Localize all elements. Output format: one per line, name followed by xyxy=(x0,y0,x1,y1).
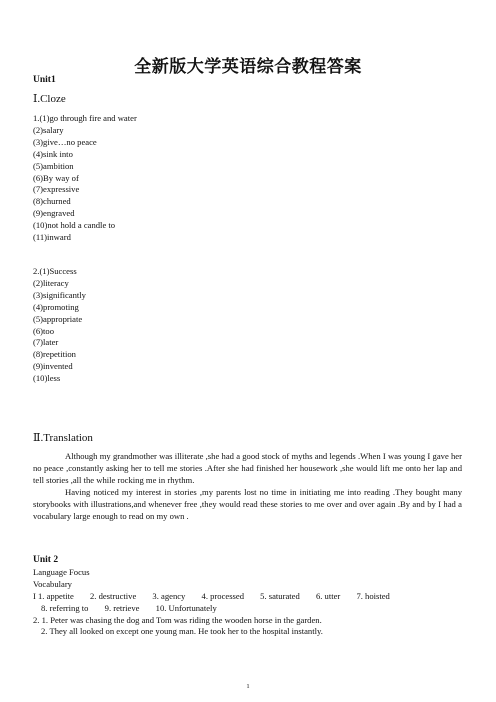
language-focus-heading: Language Focus xyxy=(33,566,90,577)
cloze-item: (5)appropriate xyxy=(33,313,83,324)
translation-paragraph: Having noticed my interest in stories ,my parents lost no time in initiating me into reading .They bought many storybooks with illustrations,and whenever free ,they would read these stories to me over and over again .By and by I had a vocabulary large enough to read on my own . xyxy=(33,486,462,521)
vocab-row xyxy=(33,591,404,603)
cloze-list-2 xyxy=(33,266,86,385)
unit2-label: Unit 2 xyxy=(33,555,59,565)
cloze-item: (10)less xyxy=(33,373,61,384)
exercise-sentence: 2. They all looked on except one young man. He took her to the hospital instantly. xyxy=(41,626,323,637)
cloze-item: (11)inward xyxy=(33,232,71,243)
vocabulary-heading: Vocabulary xyxy=(33,578,72,589)
cloze-item: (3)give…no peace xyxy=(33,136,97,147)
cloze-item: (7)later xyxy=(33,337,59,348)
exercise-sentence: 2. 1. Peter was chasing the dog and Tom was riding the wooden horse in the garden. xyxy=(33,614,322,625)
vocab-answer: 8. referring to xyxy=(41,602,89,613)
cloze-item: (9)invented xyxy=(33,361,73,372)
vocab-answer: 10. Unfortunately xyxy=(155,602,217,613)
vocab-answer: 2. destructive xyxy=(89,590,137,601)
cloze-item: (3)significantly xyxy=(33,289,86,300)
unit1-label: Unit1 xyxy=(33,75,56,85)
vocab-answer: 6. utter xyxy=(315,590,341,601)
vocab-answer: 9. retrieve xyxy=(104,602,140,613)
cloze-item: (6)too xyxy=(33,325,55,336)
cloze-item: 1.(1)go through fire and water xyxy=(33,113,137,123)
cloze-list-1 xyxy=(33,113,137,244)
cloze-item: (8)repetition xyxy=(33,349,76,360)
cloze-item: (5)ambition xyxy=(33,160,74,171)
document-title: 全新版大学英语综合教程答案 xyxy=(134,57,362,77)
vocab-answer: 3. agency xyxy=(152,590,186,601)
vocab-row xyxy=(33,603,404,615)
cloze-item: (2)salary xyxy=(33,124,64,135)
vocab-answer: I 1. appetite xyxy=(33,590,74,601)
cloze-item: (4)sink into xyxy=(33,148,73,159)
cloze-item: (9)engraved xyxy=(33,208,75,219)
cloze-item: (8)churned xyxy=(33,196,71,207)
cloze-item: (10)not hold a candle to xyxy=(33,220,116,231)
unit2-section xyxy=(33,555,404,638)
cloze-item: (2)literacy xyxy=(33,277,69,288)
vocab-answer: 4. processed xyxy=(201,590,244,601)
translation-text xyxy=(33,451,462,522)
translation-paragraph: Although my grandmother was illiterate ,she had a good stock of myths and legends .When I was young I gave her no peace ,constantly asking her to tell me stories .After she had finished her housework ,she would lift me onto her lap and tell stories ,all the while rocking me in rhythm. xyxy=(33,451,462,485)
vocab-answer: 5. saturated xyxy=(260,590,300,601)
vocab-answer: 7. hoisted xyxy=(356,590,390,601)
cloze-item: 2.(1)Success xyxy=(33,266,77,276)
page-number: 1 xyxy=(246,683,250,690)
translation-heading: Ⅱ.Translation xyxy=(33,432,93,444)
cloze-item: (4)promoting xyxy=(33,301,79,312)
cloze-heading: Ⅰ.Cloze xyxy=(33,93,66,105)
cloze-item: (7)expressive xyxy=(33,184,80,195)
cloze-item: (6)By way of xyxy=(33,172,79,183)
